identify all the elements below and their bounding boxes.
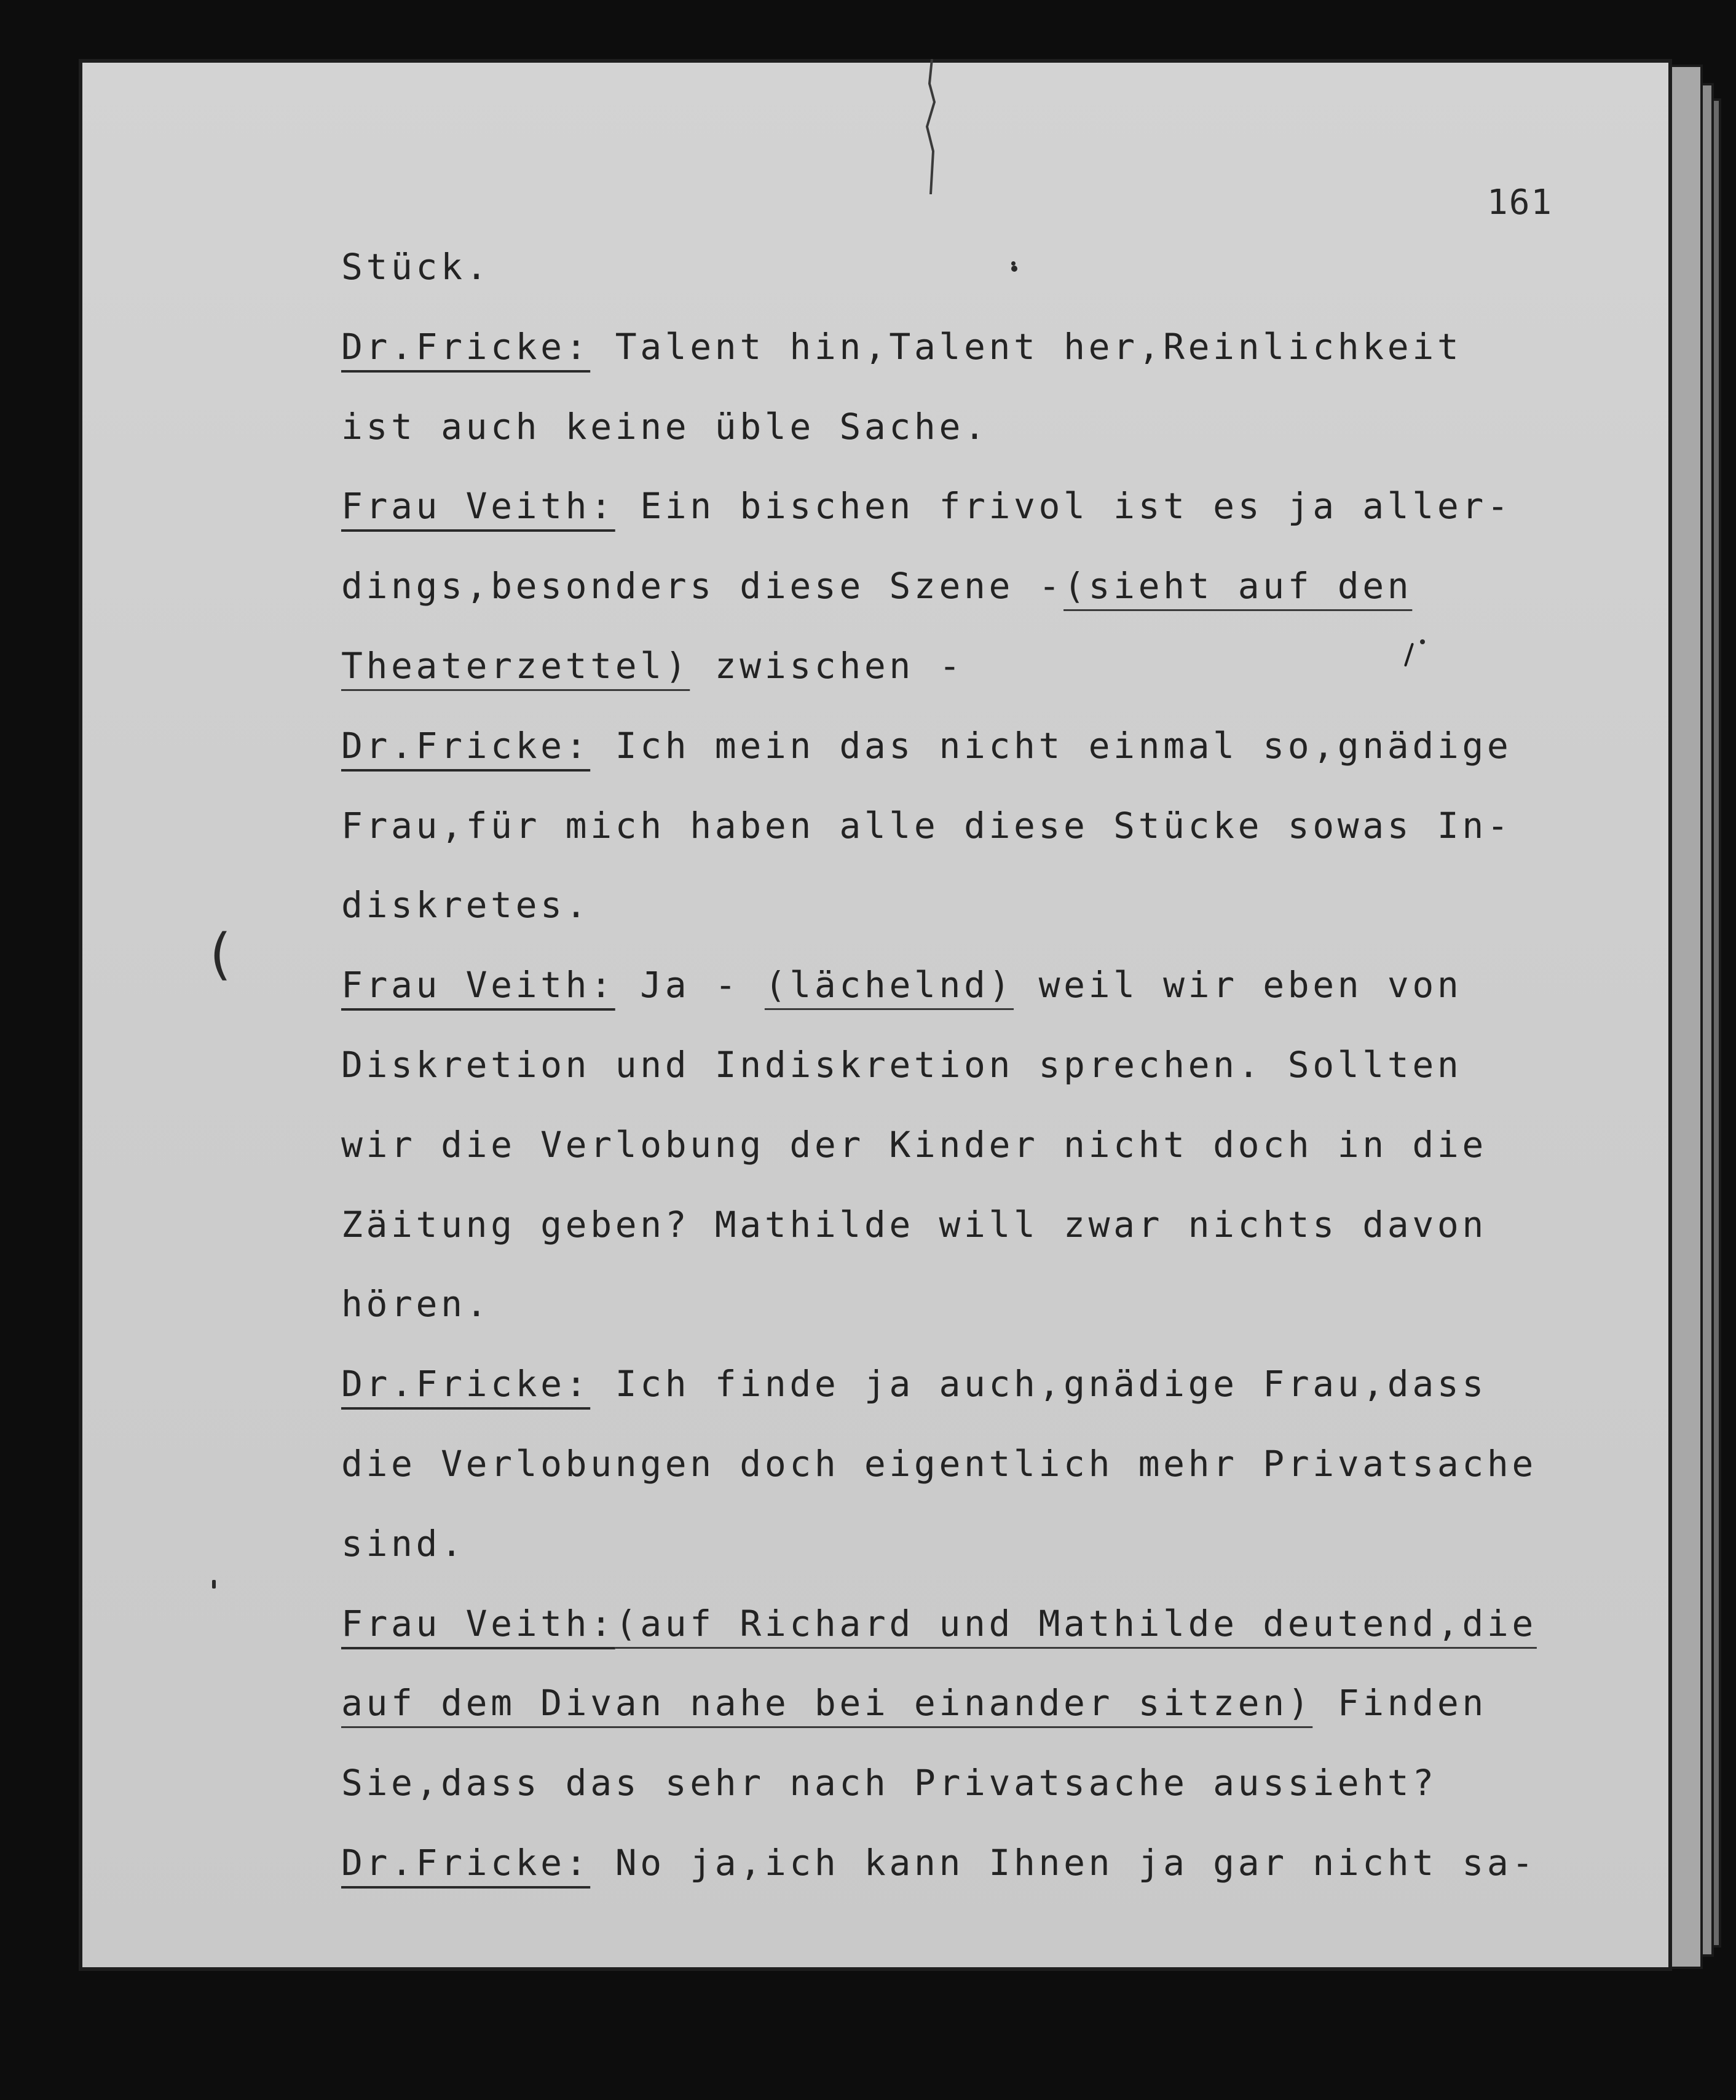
line-text: Zäitung geben? Mathilde will zwar nichts davon <box>341 1204 1487 1245</box>
speaker-name: Dr.Fricke: <box>341 1363 591 1405</box>
text-line <box>341 406 989 448</box>
line-text: No ja,ich kann Ihnen ja gar nicht sa- <box>590 1842 1537 1884</box>
text-line <box>341 884 591 926</box>
speaker-name: Dr.Fricke: <box>341 1842 591 1884</box>
text-line <box>341 1363 1487 1405</box>
stage-direction: (lächelnd) <box>764 964 1014 1006</box>
ink-speck <box>212 1580 216 1589</box>
line-text: Ja - <box>615 964 765 1006</box>
stage-direction: Theaterzettel) <box>341 645 690 687</box>
line-text: Talent hin,Talent her,Reinlichkeit <box>590 326 1462 368</box>
line-text: Ein bischen frivol ist es ja aller- <box>615 485 1512 527</box>
text-line <box>341 1204 1487 1245</box>
ink-speck <box>1011 261 1016 266</box>
line-text: dings,besonders diese Szene - <box>341 565 1064 607</box>
stage-direction: (auf Richard und Mathilde deutend,die <box>615 1603 1537 1644</box>
speaker-name: Dr.Fricke: <box>341 326 591 368</box>
speaker-name: Dr.Fricke: <box>341 725 591 767</box>
text-line <box>341 485 1512 527</box>
line-text: zwischen - <box>690 645 964 687</box>
line-text: Ich finde ja auch,gnädige Frau,dass <box>590 1363 1487 1405</box>
text-line <box>341 1523 466 1565</box>
line-text: Sie,dass das sehr nach Privatsache aussieht? <box>341 1762 1437 1804</box>
text-line <box>341 964 1462 1006</box>
line-text: hören. <box>341 1283 491 1325</box>
line-text: Ich mein das nicht einmal so,gnädige <box>590 725 1512 767</box>
page-number: 161 <box>1487 183 1553 223</box>
stage-direction: auf dem Divan nahe bei einander sitzen) <box>341 1682 1313 1724</box>
line-text: wir die Verlobung der Kinder nicht doch in die <box>341 1124 1487 1166</box>
speaker-name: Frau Veith: <box>341 485 615 527</box>
line-text: Finden <box>1312 1682 1487 1724</box>
ink-speck <box>1420 639 1425 644</box>
text-line <box>341 246 491 288</box>
text-line <box>341 326 1462 368</box>
text-line <box>341 1283 491 1325</box>
text-line <box>341 1762 1437 1804</box>
text-line <box>341 1603 1537 1644</box>
stage-direction: (sieht auf den <box>1063 565 1413 607</box>
text-line <box>341 1124 1487 1166</box>
line-text: ist auch keine üble Sache. <box>341 406 989 448</box>
line-text: weil wir eben von <box>1014 964 1462 1006</box>
speaker-name: Frau Veith: <box>341 964 615 1006</box>
text-line <box>341 1044 1462 1086</box>
text-line <box>341 565 1413 607</box>
text-line <box>341 805 1512 847</box>
line-text: Stück. <box>341 246 491 288</box>
text-line <box>341 645 964 687</box>
text-line <box>341 1682 1487 1724</box>
text-line <box>341 725 1512 767</box>
line-text: Frau,für mich haben alle diese Stücke sowas In- <box>341 805 1512 847</box>
ink-speck <box>1011 266 1017 272</box>
line-text: die Verlobungen doch eigentlich mehr Privatsache <box>341 1443 1537 1485</box>
paper-tear-mark <box>918 59 943 194</box>
text-line <box>341 1443 1537 1485</box>
text-line <box>341 1842 1537 1884</box>
margin-bracket-mark: ( <box>203 922 237 987</box>
speaker-name: Frau Veith: <box>341 1603 615 1644</box>
line-text: diskretes. <box>341 884 591 926</box>
line-text: sind. <box>341 1523 466 1565</box>
line-text: Diskretion und Indiskretion sprechen. Sollten <box>341 1044 1462 1086</box>
